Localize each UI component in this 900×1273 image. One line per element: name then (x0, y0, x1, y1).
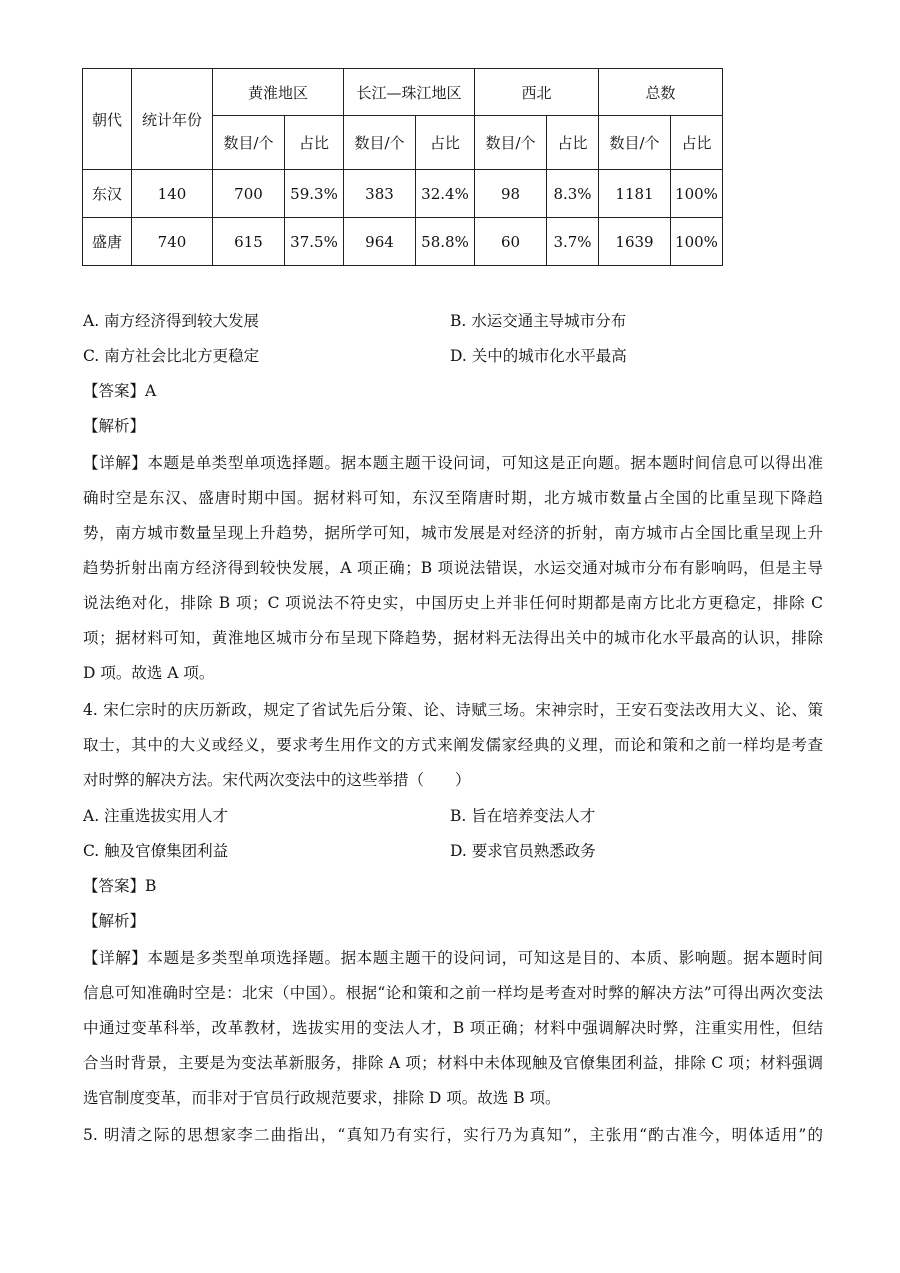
q4-stem-line: 取士，其中的大义或经义，要求考生用作文的方式来阐发儒家经典的义理，而论和策和之前一样均是考查 (83, 736, 823, 754)
q3-detail-line: 势，南方城市数量呈现上升趋势，据所学可知，城市发展是对经济的折射，南方城市占全国比重呈现上升 (83, 524, 823, 542)
table-cell: 615 (213, 218, 285, 266)
q4-detail-line: 合当时背景，主要是为变法革新服务，排除 A 项；材料中未体现触及官僚集团利益，排除 C 项；材料强调 (83, 1054, 823, 1072)
q3-detail-line: 【详解】本题是单类型单项选择题。据本题主题干设问词，可知这是正向题。据本题时间信息可以得出准 (83, 454, 823, 472)
table-cell: 140 (132, 170, 213, 218)
q4-analysis-heading: 【解析】 (83, 912, 146, 930)
table-cell: 383 (344, 170, 416, 218)
q3-detail-line: D 项。故选 A 项。 (83, 664, 215, 682)
city-statistics-table (82, 68, 723, 266)
q4-answer: 【答案】B (83, 877, 157, 895)
q3-detail-line: 趋势折射出南方经济得到较快发展，A 项正确；B 项说法错误，水运交通对城市分布有影响吗，但是主导 (83, 559, 823, 577)
table-row (83, 218, 723, 266)
subheader-count: 数目/个 (213, 116, 285, 170)
subheader-count: 数目/个 (475, 116, 547, 170)
q4-detail-line: 【详解】本题是多类型单项选择题。据本题主题干的设问词，可知这是目的、本质、影响题。据本题时间 (83, 949, 823, 967)
header-xibei: 西北 (475, 69, 599, 116)
table-cell: 8.3% (547, 170, 599, 218)
subheader-count: 数目/个 (344, 116, 416, 170)
subheader-share: 占比 (547, 116, 599, 170)
header-changjiang: 长江—珠江地区 (344, 69, 475, 116)
subheader-share: 占比 (671, 116, 723, 170)
q3-option-a: A. 南方经济得到较大发展 (83, 312, 260, 330)
table-cell: 964 (344, 218, 416, 266)
table-cell: 1181 (599, 170, 671, 218)
subheader-share: 占比 (285, 116, 344, 170)
q4-detail-line: 信息可知准确时空是：北宋（中国）。根据“论和策和之前一样均是考查对时弊的解决方法”可得出两次变法 (83, 984, 823, 1002)
header-year: 统计年份 (132, 69, 213, 170)
table-cell: 58.8% (416, 218, 475, 266)
table-cell: 100% (671, 218, 723, 266)
table-cell: 3.7% (547, 218, 599, 266)
q3-option-b: B. 水运交通主导城市分布 (450, 312, 627, 330)
table-cell: 100% (671, 170, 723, 218)
table-cell: 740 (132, 218, 213, 266)
table-cell: 59.3% (285, 170, 344, 218)
table-cell: 1639 (599, 218, 671, 266)
table-cell: 98 (475, 170, 547, 218)
subheader-share: 占比 (416, 116, 475, 170)
table-cell: 60 (475, 218, 547, 266)
q4-option-c: C. 触及官僚集团利益 (83, 842, 229, 860)
q4-option-b: B. 旨在培养变法人才 (450, 807, 596, 825)
q4-option-a: A. 注重选拔实用人才 (83, 807, 229, 825)
q5-stem-line: 5. 明清之际的思想家李二曲指出，“真知乃有实行，实行乃为真知”，主张用“酌古准今，明体适用”的 (83, 1126, 823, 1144)
q4-stem-line: 对时弊的解决方法。宋代两次变法中的这些举措（ ） (83, 771, 471, 789)
q3-answer: 【答案】A (83, 382, 157, 400)
table-cell: 700 (213, 170, 285, 218)
q3-detail-line: 项；据材料可知，黄淮地区城市分布呈现下降趋势，据材料无法得出关中的城市化水平最高的认识，排除 (83, 629, 823, 647)
header-huanghuai: 黄淮地区 (213, 69, 344, 116)
q4-detail-line: 中通过变革科举，改革教材，选拔实用的变法人才，B 项正确；材料中强调解决时弊，注重实用性，但结 (83, 1019, 823, 1037)
q4-stem-line: 4. 宋仁宗时的庆历新政，规定了省试先后分策、论、诗赋三场。宋神宗时，王安石变法改用大义、论、策 (83, 701, 823, 719)
subheader-count: 数目/个 (599, 116, 671, 170)
table-row (83, 170, 723, 218)
table-cell: 盛唐 (83, 218, 132, 266)
table-cell: 32.4% (416, 170, 475, 218)
table-header-row (83, 69, 723, 116)
q3-option-d: D. 关中的城市化水平最高 (450, 347, 627, 365)
table-cell: 东汉 (83, 170, 132, 218)
table-cell: 37.5% (285, 218, 344, 266)
q3-detail-line: 说法绝对化，排除 B 项；C 项说法不符史实，中国历史上并非任何时期都是南方比北方更稳定，排除 C (83, 594, 823, 612)
header-total: 总数 (599, 69, 723, 116)
q3-detail-line: 确时空是东汉、盛唐时期中国。据材料可知，东汉至隋唐时期，北方城市数量占全国的比重呈现下降趋 (83, 489, 823, 507)
q4-detail-line: 选官制度变革，而非对于官员行政规范要求，排除 D 项。故选 B 项。 (83, 1089, 561, 1107)
q3-analysis-heading: 【解析】 (83, 417, 146, 435)
q3-option-c: C. 南方社会比北方更稳定 (83, 347, 260, 365)
q4-option-d: D. 要求官员熟悉政务 (450, 842, 596, 860)
header-dynasty: 朝代 (83, 69, 132, 170)
